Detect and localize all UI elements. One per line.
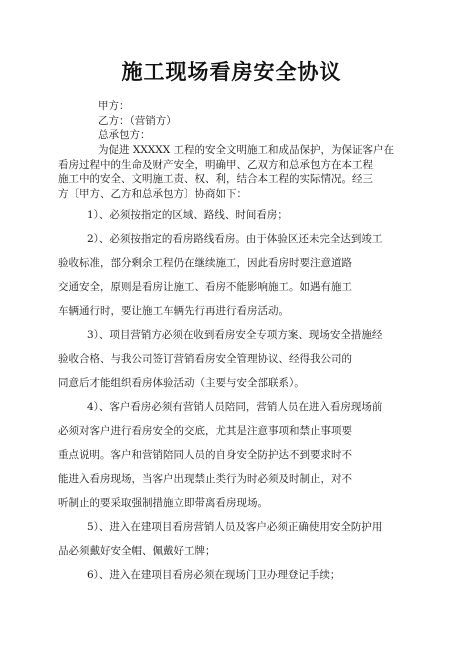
clause-line: 2）、必须按指定的看房路线看房。由于体验区还未完全达到竣工 [87,233,383,245]
party-b-line: 乙方：（营销方） [98,114,177,127]
parties-block [98,99,177,143]
clause-3 [58,323,408,395]
party-a-line: 甲方： [98,100,130,112]
clause-1 [58,203,408,227]
clause-line: 听制止的要采取强制措施立即带离看房现场。 [58,497,268,509]
clause-line: 能进入看房现场，当客户出现禁止类行为时必须及时制止，对不 [58,473,352,485]
clause-line: 交通安全，原则是看房让施工、看房不能影响施工。如遇有施工 [58,281,352,293]
intro-line: 方〔甲方、乙方和总承包方〕协商如下： [58,187,247,200]
clause-2 [58,227,408,323]
clause-line: 重点说明。客户和营销陪同人员的自身安全防护达不到要求时不 [58,449,352,461]
clause-list [58,203,408,587]
document-title: 施工现场看房安全协议 [121,60,342,84]
clause-line: 验收合格、与我公司签订营销看房安全管理协议、经得我公司的 [58,353,352,365]
clause-line: 3）、项目营销方必须在收到看房安全专项方案、现场安全措施经 [87,329,383,341]
clause-line: 5）、进入在建项目看房营销人员及客户必须正确使用安全防护用 [87,521,383,533]
clause-line: 品必须戴好安全帽、佩戴好工牌； [58,545,216,557]
clause-6 [58,563,408,587]
clause-5 [58,515,408,563]
clause-line: 1）、必须按指定的区域、路线、时间看房； [87,209,288,221]
clause-line: 4）、客户看房必须有营销人员陪同，营销人员在进入看房现场前 [87,401,383,413]
intro-line: 看房过程中的生命及财产安全，明确甲、乙双方和总承包方在本工程 [58,158,373,171]
clause-line: 6）、进入在建项目看房必须在现场门卫办理登记手续； [87,569,341,581]
clause-line: 同意后才能组织看房体验活动（主要与安全部联系）。 [58,377,305,389]
intro-paragraph [58,143,406,201]
clause-line: 车辆通行时，要让施工车辆先行再进行看房活动。 [58,305,289,317]
clause-4 [58,395,408,515]
general-contractor-line: 总承包方： [98,129,151,141]
clause-line: 验收标准，部分剩余工程仍在继续施工，因此看房时要注意道路 [58,257,352,269]
clause-line: 必须对客户进行看房安全的交底，尤其是注意事项和禁止事项要 [58,425,352,437]
intro-line: 施工中的安全、文明施工责、权、利，结合本工程的实际情况。经三 [58,173,373,185]
intro-line: 为促进 XXXXX 工程的安全文明施工和成品保护，为保证客户在 [98,144,395,156]
